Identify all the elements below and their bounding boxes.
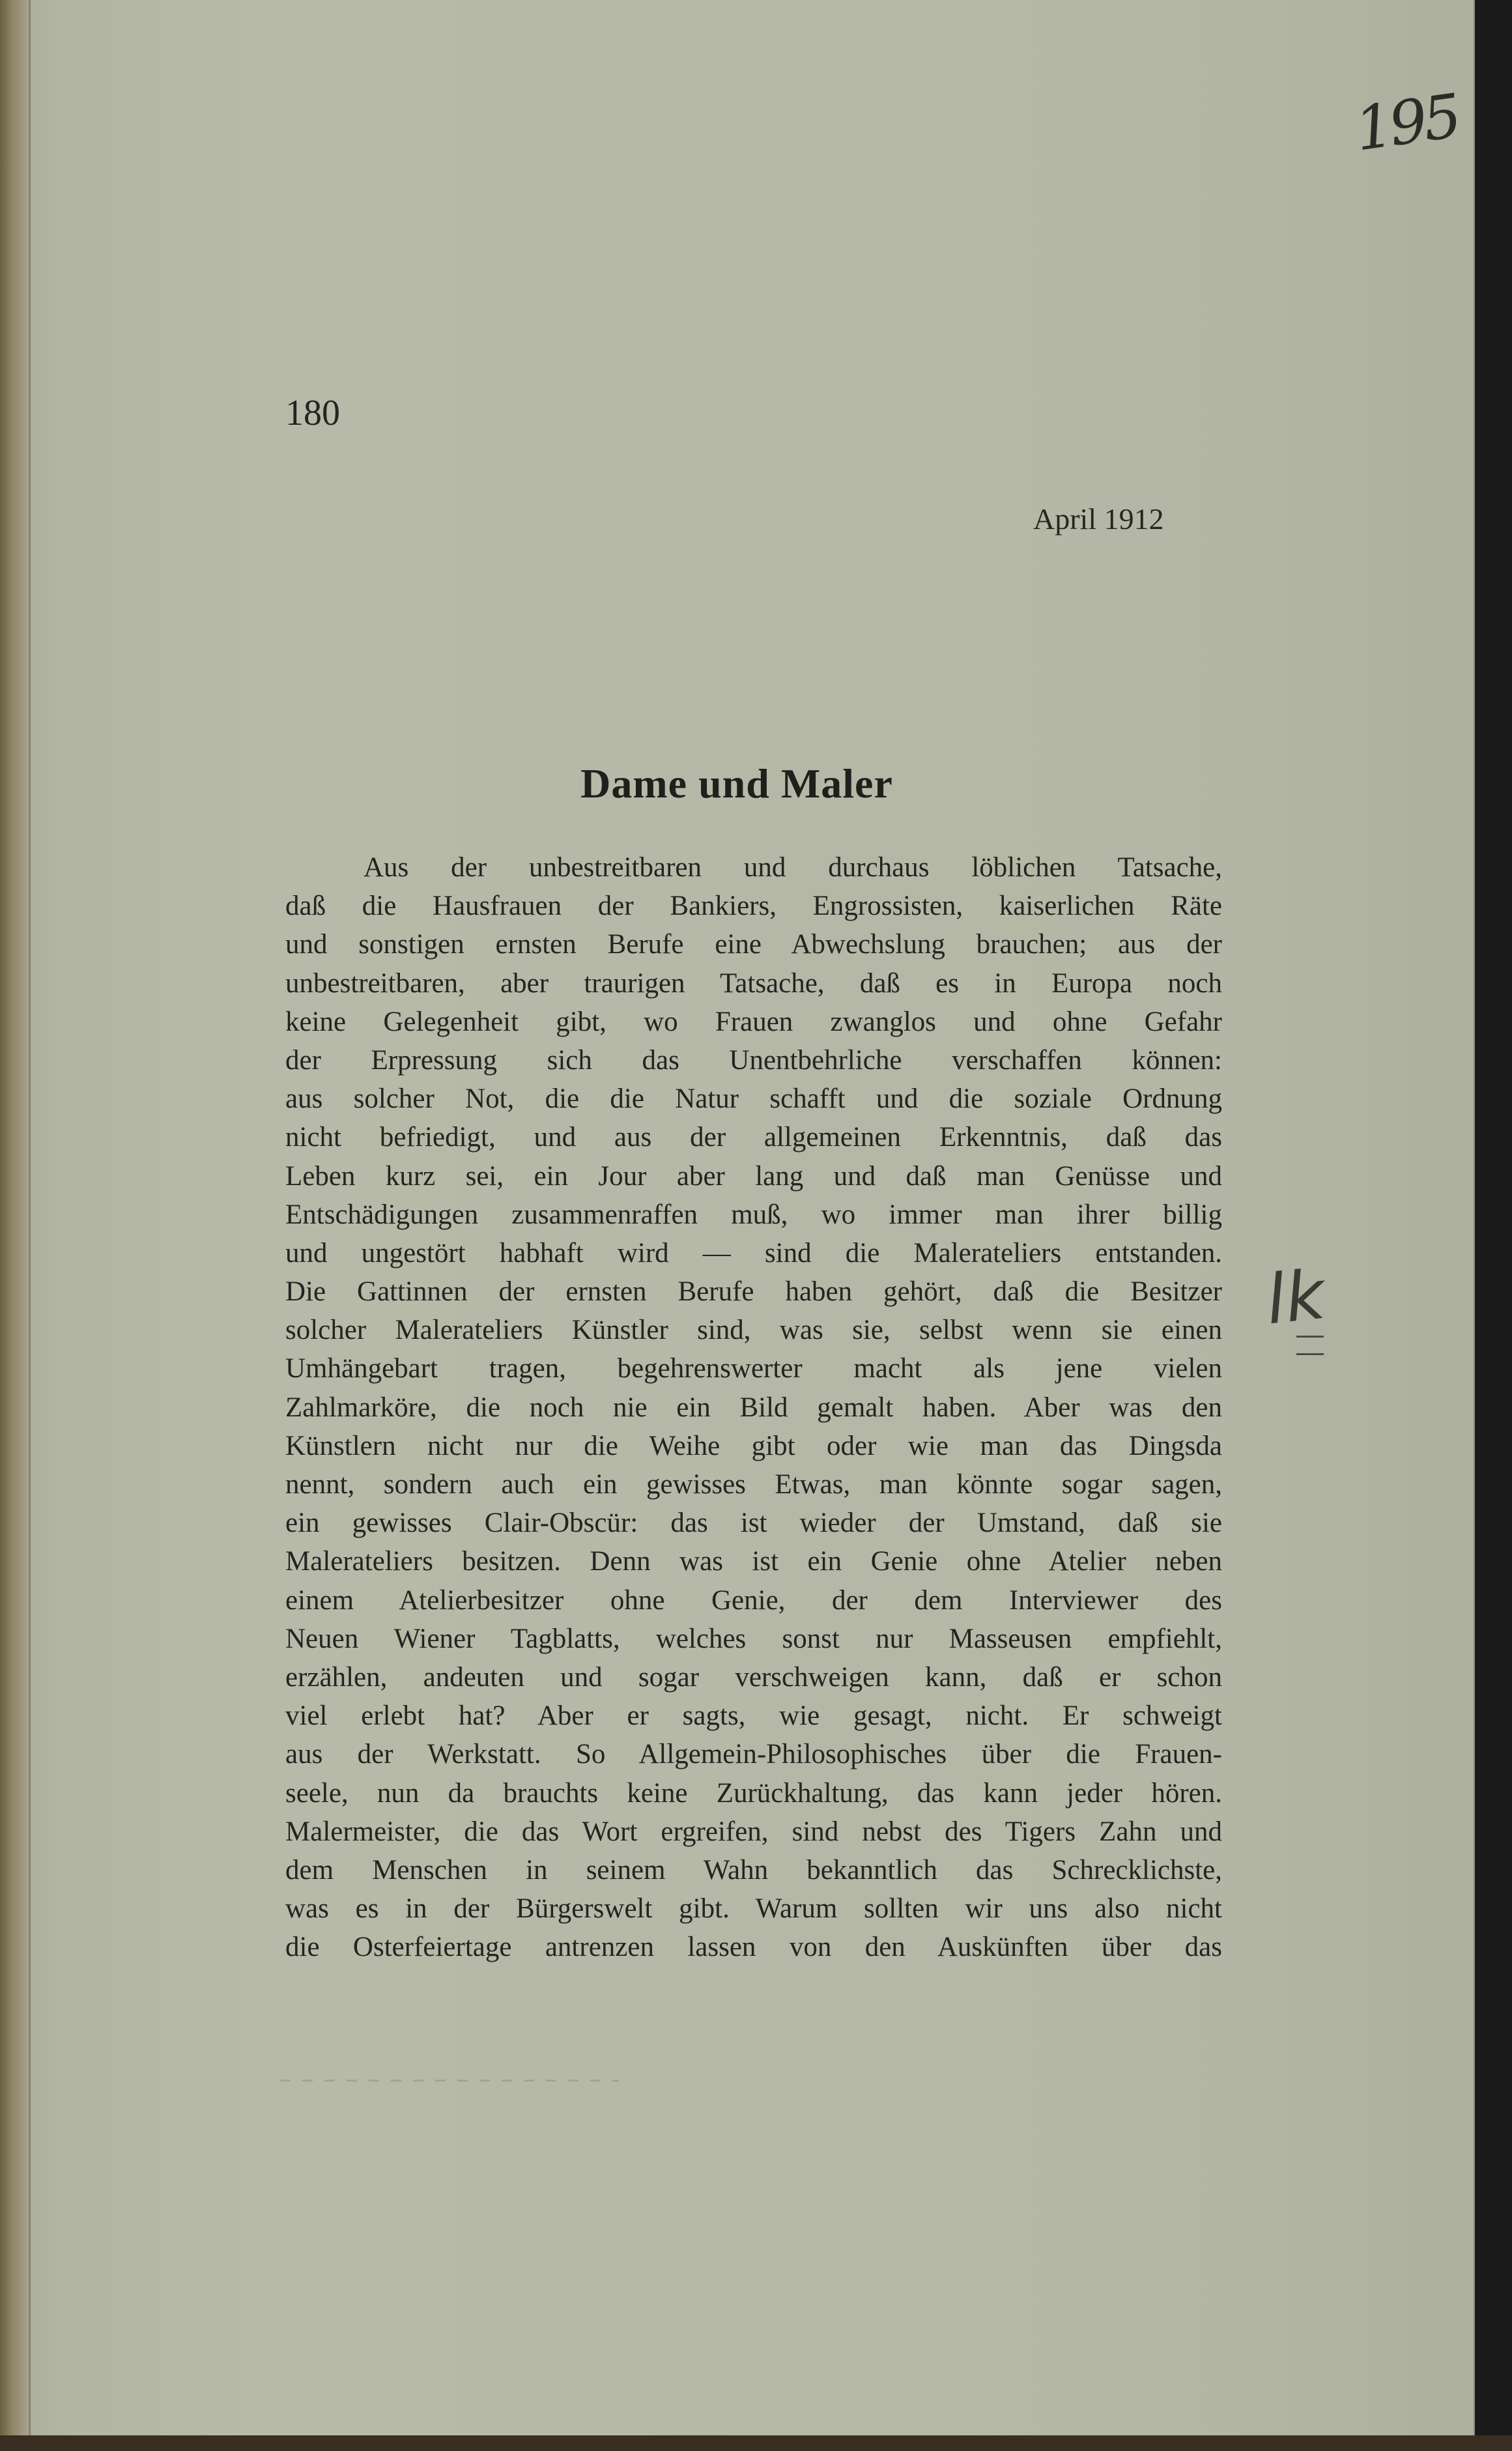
- article-title: Dame und Maler: [580, 760, 893, 807]
- body-line: was es in der Bürgerswelt gibt. Warum sollten wir uns also nicht: [285, 1893, 1222, 1925]
- scan-artifact-streak: [280, 2080, 619, 2082]
- body-line: Aus der unbestreitbaren und durchaus löblichen Tatsache,: [364, 852, 1222, 883]
- body-line: aus der Werkstatt. So Allgemein-Philosophisches über die Frauen-: [285, 1739, 1222, 1770]
- body-line: Künstlern nicht nur die Weihe gibt oder wie man das Dingsda: [285, 1430, 1222, 1461]
- handwritten-folio-number: 195: [1350, 81, 1462, 165]
- body-line: Neuen Wiener Tagblatts, welches sonst nur Masseusen empfiehlt,: [285, 1623, 1222, 1654]
- body-line: viel erlebt hat? Aber er sagts, wie gesagt, nicht. Er schweigt: [285, 1700, 1222, 1732]
- body-line: nicht befriedigt, und aus der allgemeinen Erkenntnis, daß das: [285, 1122, 1222, 1153]
- body-line: Entschädigungen zusammenraffen muß, wo immer man ihrer billig: [285, 1199, 1222, 1230]
- page-number: 180: [285, 393, 340, 433]
- body-line: einem Atelierbesitzer ohne Genie, der dem Interviewer des: [285, 1584, 1222, 1616]
- spine-shadow: [0, 0, 31, 2451]
- body-line: solcher Malerateliers Künstler sind, was sie, selbst wenn sie einen: [285, 1315, 1222, 1346]
- body-line: nennt, sondern auch ein gewisses Etwas, man könnte sogar sagen,: [285, 1469, 1222, 1500]
- body-line: Malermeister, die das Wort ergreifen, sind nebst des Tigers Zahn und: [285, 1816, 1222, 1847]
- scan-bottom-edge: [0, 2435, 1512, 2451]
- body-line: keine Gelegenheit gibt, wo Frauen zwanglos und ohne Gefahr: [285, 1006, 1222, 1037]
- spine-line: [29, 0, 31, 2451]
- body-line: Umhängebart tragen, begehrenswerter macht als jene vielen: [285, 1353, 1222, 1384]
- body-line: unbestreitbaren, aber traurigen Tatsache, daß es in Europa noch: [285, 968, 1222, 999]
- body-line: der Erpressung sich das Unentbehrliche verschaffen können:: [285, 1044, 1222, 1076]
- body-line: die Osterfeiertage antrenzen lassen von den Auskünften über das: [285, 1932, 1222, 1963]
- body-line: Malerateliers besitzen. Denn was ist ein Genie ohne Atelier neben: [285, 1546, 1222, 1577]
- body-line: ein gewisses Clair-Obscür: das ist wieder der Umstand, daß sie: [285, 1508, 1222, 1539]
- body-line: Die Gattinnen der ernsten Berufe haben gehört, daß die Besitzer: [285, 1276, 1222, 1308]
- body-line: Leben kurz sei, ein Jour aber lang und daß man Genüsse und: [285, 1160, 1222, 1192]
- body-line: seele, nun da brauchts keine Zurückhaltung, das kann jeder hören.: [285, 1777, 1222, 1809]
- body-line: dem Menschen in seinem Wahn bekanntlich das Schrecklichste,: [285, 1854, 1222, 1885]
- body-line: erzählen, andeuten und sogar verschweigen kann, daß er schon: [285, 1661, 1222, 1693]
- handwritten-margin-note: lk: [1262, 1254, 1329, 1340]
- body-line: und ungestört habhaft wird — sind die Malerateliers entstanden.: [285, 1237, 1222, 1268]
- body-line: daß die Hausfrauen der Bankiers, Engrossisten, kaiserlichen Räte: [285, 891, 1222, 922]
- margin-note-underline: [1296, 1336, 1324, 1355]
- body-line: Zahlmarköre, die noch nie ein Bild gemalt haben. Aber was den: [285, 1392, 1222, 1423]
- body-line: aus solcher Not, die die Natur schafft und die soziale Ordnung: [285, 1083, 1222, 1115]
- dateline: April 1912: [1033, 502, 1164, 536]
- body-line: und sonstigen ernsten Berufe eine Abwechslung brauchen; aus der: [285, 929, 1222, 960]
- article-body: [285, 848, 1222, 1966]
